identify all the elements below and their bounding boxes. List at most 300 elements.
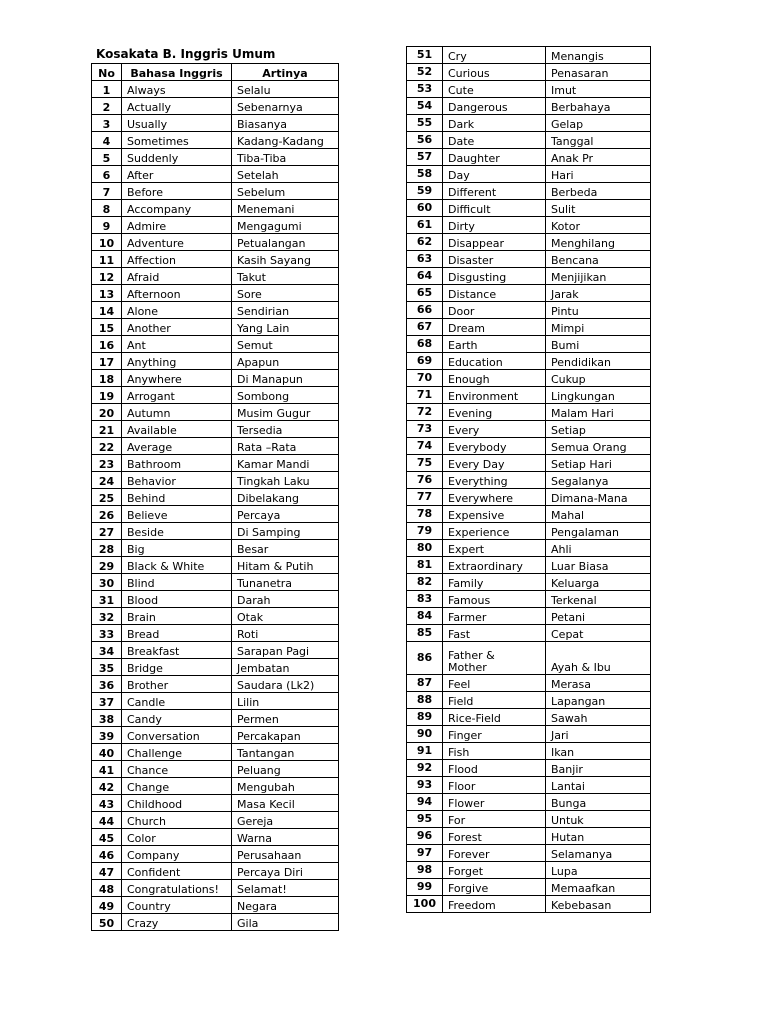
row-number-text: 21 — [98, 424, 115, 437]
indonesian-meaning — [232, 438, 339, 455]
row-number-text: 36 — [98, 679, 115, 692]
indonesian-meaning-text: Semut — [237, 339, 273, 352]
table-row — [407, 166, 651, 183]
indonesian-meaning-text: Musim Gugur — [237, 407, 311, 420]
english-word-text: Average — [127, 441, 173, 454]
row-number — [92, 557, 122, 574]
indonesian-meaning — [232, 591, 339, 608]
row-number — [92, 710, 122, 727]
english-word-text: Blind — [127, 577, 155, 590]
row-number — [407, 692, 443, 709]
table-row — [407, 726, 651, 743]
english-word — [122, 591, 232, 608]
row-number — [407, 625, 443, 642]
indonesian-meaning-text: Tiba-Tiba — [237, 152, 287, 165]
english-word-text: Bread — [127, 628, 160, 641]
indonesian-meaning — [546, 302, 651, 319]
row-number — [92, 540, 122, 557]
table-row — [92, 523, 339, 540]
table-row — [92, 727, 339, 744]
english-word — [443, 709, 546, 726]
english-word-text: Actually — [127, 101, 172, 114]
page-title: Kosakata B. Inggris Umum — [96, 47, 276, 61]
english-word — [443, 353, 546, 370]
indonesian-meaning — [232, 234, 339, 251]
row-number — [92, 795, 122, 812]
english-word-text: Father & Mother — [448, 649, 495, 674]
indonesian-meaning-text: Takut — [237, 271, 266, 284]
row-number — [92, 914, 122, 931]
row-number — [407, 81, 443, 98]
indonesian-meaning — [232, 897, 339, 914]
row-number-text: 86 — [416, 651, 433, 664]
indonesian-meaning-text: Memaafkan — [551, 882, 616, 895]
row-number-text: 84 — [416, 609, 433, 622]
english-word-text: Forever — [448, 848, 490, 861]
indonesian-meaning-text: Jarak — [551, 288, 579, 301]
row-number — [407, 217, 443, 234]
indonesian-meaning-text: Setiap — [551, 424, 586, 437]
table-row — [407, 285, 651, 302]
table-row — [92, 81, 339, 98]
indonesian-meaning — [546, 625, 651, 642]
english-word — [443, 455, 546, 472]
row-number — [92, 455, 122, 472]
table-row — [92, 744, 339, 761]
row-number-text: 28 — [98, 543, 115, 556]
indonesian-meaning-text: Bumi — [551, 339, 580, 352]
english-word — [122, 132, 232, 149]
row-number — [92, 302, 122, 319]
row-number — [407, 709, 443, 726]
english-word — [443, 370, 546, 387]
indonesian-meaning-text: Malam Hari — [551, 407, 614, 420]
row-number-text: 71 — [416, 388, 433, 401]
indonesian-meaning-text: Lupa — [551, 865, 578, 878]
indonesian-meaning-text: Selamanya — [551, 848, 613, 861]
indonesian-meaning — [546, 540, 651, 557]
indonesian-meaning — [232, 421, 339, 438]
header-english: Bahasa Inggris — [122, 64, 232, 81]
row-number — [407, 285, 443, 302]
indonesian-meaning-text: Sebenarnya — [237, 101, 303, 114]
indonesian-meaning — [546, 370, 651, 387]
indonesian-meaning — [232, 727, 339, 744]
english-word — [443, 489, 546, 506]
english-word — [443, 98, 546, 115]
row-number-text: 82 — [416, 575, 433, 588]
english-word — [443, 217, 546, 234]
indonesian-meaning — [232, 98, 339, 115]
indonesian-meaning — [546, 760, 651, 777]
english-word — [443, 302, 546, 319]
row-number — [92, 659, 122, 676]
row-number — [407, 743, 443, 760]
row-number — [92, 319, 122, 336]
row-number — [92, 336, 122, 353]
english-word-text: Distance — [448, 288, 497, 301]
english-word — [443, 811, 546, 828]
row-number-text: 56 — [416, 133, 433, 146]
row-number — [92, 234, 122, 251]
indonesian-meaning — [546, 268, 651, 285]
row-number-text: 24 — [98, 475, 115, 488]
english-word — [443, 506, 546, 523]
indonesian-meaning — [232, 302, 339, 319]
indonesian-meaning-text: Banjir — [551, 763, 583, 776]
indonesian-meaning — [232, 846, 339, 863]
row-number-text: 26 — [98, 509, 115, 522]
english-word — [122, 98, 232, 115]
english-word-text: Adventure — [127, 237, 184, 250]
indonesian-meaning — [546, 523, 651, 540]
english-word-text: Dark — [448, 118, 475, 131]
english-word — [122, 319, 232, 336]
indonesian-meaning-text: Cepat — [551, 628, 584, 641]
indonesian-meaning — [232, 744, 339, 761]
indonesian-meaning — [232, 251, 339, 268]
table-row — [92, 319, 339, 336]
row-number — [92, 863, 122, 880]
table-row — [92, 863, 339, 880]
indonesian-meaning — [232, 608, 339, 625]
table-row — [407, 64, 651, 81]
english-word-text: Everything — [448, 475, 508, 488]
indonesian-meaning — [546, 726, 651, 743]
indonesian-meaning-text: Gila — [237, 917, 259, 930]
english-word — [122, 574, 232, 591]
row-number-text: 14 — [98, 305, 115, 318]
row-number — [92, 761, 122, 778]
english-word-text: Forest — [448, 831, 482, 844]
row-number — [407, 438, 443, 455]
row-number — [92, 778, 122, 795]
row-number — [407, 200, 443, 217]
row-number-text: 99 — [416, 880, 433, 893]
table-row — [407, 98, 651, 115]
table-row — [407, 302, 651, 319]
indonesian-meaning — [232, 778, 339, 795]
row-number — [407, 98, 443, 115]
indonesian-meaning — [546, 862, 651, 879]
english-word — [122, 897, 232, 914]
row-number-text: 51 — [416, 48, 433, 61]
row-number — [92, 676, 122, 693]
indonesian-meaning-text: Merasa — [551, 678, 591, 691]
english-word — [443, 200, 546, 217]
row-number — [407, 845, 443, 862]
indonesian-meaning — [546, 98, 651, 115]
row-number-text: 68 — [416, 337, 433, 350]
indonesian-meaning-text: Lapangan — [551, 695, 606, 708]
english-word-text: Dream — [448, 322, 485, 335]
row-number-text: 22 — [98, 441, 115, 454]
english-word-text: Challenge — [127, 747, 182, 760]
indonesian-meaning — [546, 675, 651, 692]
english-word — [443, 896, 546, 913]
row-number — [92, 642, 122, 659]
row-number — [407, 828, 443, 845]
table-row — [92, 353, 339, 370]
english-word-text: Conversation — [127, 730, 200, 743]
english-word-text: Admire — [127, 220, 167, 233]
table-row — [407, 455, 651, 472]
indonesian-meaning-text: Bunga — [551, 797, 587, 810]
row-number — [407, 879, 443, 896]
row-number-text: 4 — [102, 135, 111, 148]
row-number-text: 76 — [416, 473, 433, 486]
row-number-text: 10 — [98, 237, 115, 250]
table-row — [92, 659, 339, 676]
row-number — [407, 489, 443, 506]
table-row — [407, 845, 651, 862]
table-row — [92, 676, 339, 693]
english-word — [443, 234, 546, 251]
table-row — [92, 183, 339, 200]
indonesian-meaning-text: Lilin — [237, 696, 260, 709]
row-number — [407, 642, 443, 675]
row-number — [407, 421, 443, 438]
indonesian-meaning-text: Semua Orang — [551, 441, 627, 454]
row-number-text: 8 — [102, 203, 111, 216]
english-word — [122, 795, 232, 812]
row-number-text: 67 — [416, 320, 433, 333]
english-word-text: Floor — [448, 780, 476, 793]
english-word — [122, 710, 232, 727]
english-word-text: For — [448, 814, 466, 827]
english-word — [122, 829, 232, 846]
english-word — [122, 846, 232, 863]
indonesian-meaning-text: Cukup — [551, 373, 586, 386]
indonesian-meaning — [232, 710, 339, 727]
english-word — [122, 200, 232, 217]
english-word-text: Dangerous — [448, 101, 508, 114]
english-word — [122, 81, 232, 98]
english-word-text: Before — [127, 186, 163, 199]
indonesian-meaning — [232, 659, 339, 676]
english-word-text: Bridge — [127, 662, 163, 675]
row-number-text: 33 — [98, 628, 115, 641]
row-number-text: 23 — [98, 458, 115, 471]
indonesian-meaning-text: Imut — [551, 84, 577, 97]
row-number — [92, 880, 122, 897]
table-row — [407, 387, 651, 404]
row-number — [407, 760, 443, 777]
table-row — [92, 234, 339, 251]
row-number-text: 60 — [416, 201, 433, 214]
table-row — [407, 81, 651, 98]
table-row — [407, 47, 651, 64]
indonesian-meaning — [546, 879, 651, 896]
table-row — [92, 251, 339, 268]
indonesian-meaning-text: Pintu — [551, 305, 579, 318]
row-number-text: 98 — [416, 863, 433, 876]
row-number — [92, 846, 122, 863]
english-word — [443, 642, 546, 675]
english-word-text: Experience — [448, 526, 510, 539]
indonesian-meaning-text: Kadang-Kadang — [237, 135, 324, 148]
indonesian-meaning-text: Untuk — [551, 814, 584, 827]
indonesian-meaning-text: Kotor — [551, 220, 580, 233]
indonesian-meaning-text: Sulit — [551, 203, 576, 216]
table-row — [407, 625, 651, 642]
table-row — [407, 591, 651, 608]
indonesian-meaning — [546, 336, 651, 353]
indonesian-meaning — [546, 692, 651, 709]
table-row — [92, 455, 339, 472]
row-number — [92, 200, 122, 217]
indonesian-meaning-text: Masa Kecil — [237, 798, 295, 811]
row-number-text: 30 — [98, 577, 115, 590]
indonesian-meaning-text: Gereja — [237, 815, 274, 828]
indonesian-meaning-text: Segalanya — [551, 475, 609, 488]
indonesian-meaning-text: Kamar Mandi — [237, 458, 310, 471]
table-row — [92, 540, 339, 557]
english-word — [122, 727, 232, 744]
english-word — [122, 370, 232, 387]
indonesian-meaning — [232, 693, 339, 710]
indonesian-meaning-text: Rata –Rata — [237, 441, 297, 454]
row-number-text: 95 — [416, 812, 433, 825]
indonesian-meaning — [546, 387, 651, 404]
row-number-text: 96 — [416, 829, 433, 842]
row-number — [92, 727, 122, 744]
indonesian-meaning — [546, 234, 651, 251]
row-number — [407, 591, 443, 608]
indonesian-meaning — [546, 285, 651, 302]
indonesian-meaning-text: Percaya — [237, 509, 281, 522]
row-number-text: 54 — [416, 99, 433, 112]
table-row — [92, 115, 339, 132]
english-word — [122, 693, 232, 710]
row-number-text: 46 — [98, 849, 115, 862]
english-word — [122, 880, 232, 897]
row-number — [407, 370, 443, 387]
row-number-text: 58 — [416, 167, 433, 180]
indonesian-meaning — [546, 319, 651, 336]
english-word — [443, 166, 546, 183]
row-number — [407, 268, 443, 285]
indonesian-meaning-text: Biasanya — [237, 118, 288, 131]
row-number — [92, 421, 122, 438]
table-row — [92, 149, 339, 166]
row-number — [407, 251, 443, 268]
indonesian-meaning-text: Pendidikan — [551, 356, 611, 369]
indonesian-meaning-text: Menemani — [237, 203, 295, 216]
header-meaning: Artinya — [232, 64, 339, 81]
english-word-text: Education — [448, 356, 503, 369]
row-number — [92, 693, 122, 710]
table-row — [92, 846, 339, 863]
table-row — [407, 692, 651, 709]
table-row — [407, 183, 651, 200]
table-row — [407, 574, 651, 591]
english-word-text: Field — [448, 695, 474, 708]
row-number — [407, 64, 443, 81]
table-row — [407, 438, 651, 455]
english-word — [122, 387, 232, 404]
indonesian-meaning-text: Mengubah — [237, 781, 295, 794]
indonesian-meaning-text: Ikan — [551, 746, 575, 759]
english-word — [443, 47, 546, 64]
row-number — [407, 115, 443, 132]
row-number — [407, 472, 443, 489]
indonesian-meaning — [232, 863, 339, 880]
table-row — [92, 200, 339, 217]
table-row — [407, 743, 651, 760]
english-word-text: Candle — [127, 696, 166, 709]
table-row — [407, 557, 651, 574]
row-number — [92, 115, 122, 132]
indonesian-meaning-text: Yang Lain — [237, 322, 290, 335]
row-number — [407, 574, 443, 591]
row-number-text: 6 — [102, 169, 111, 182]
table-row — [407, 200, 651, 217]
table-row — [407, 353, 651, 370]
row-number-text: 63 — [416, 252, 433, 265]
indonesian-meaning-text: Tanggal — [551, 135, 594, 148]
indonesian-meaning — [546, 455, 651, 472]
row-number-text: 72 — [416, 405, 433, 418]
english-word-text: Day — [448, 169, 470, 182]
indonesian-meaning-text: Keluarga — [551, 577, 600, 590]
row-number-text: 32 — [98, 611, 115, 624]
indonesian-meaning-text: Menangis — [551, 50, 604, 63]
row-number — [407, 794, 443, 811]
english-word — [122, 404, 232, 421]
english-word — [122, 778, 232, 795]
indonesian-meaning — [232, 914, 339, 931]
english-word — [122, 557, 232, 574]
indonesian-meaning — [546, 183, 651, 200]
row-number-text: 17 — [98, 356, 115, 369]
indonesian-meaning — [546, 574, 651, 591]
indonesian-meaning-text: Hari — [551, 169, 574, 182]
english-word — [122, 676, 232, 693]
english-word — [443, 387, 546, 404]
english-word — [122, 353, 232, 370]
table-row — [407, 336, 651, 353]
table-row — [92, 98, 339, 115]
table-row — [407, 506, 651, 523]
indonesian-meaning — [232, 812, 339, 829]
english-word — [443, 557, 546, 574]
indonesian-meaning-text: Di Manapun — [237, 373, 303, 386]
english-word-text: Country — [127, 900, 171, 913]
english-word-text: Always — [127, 84, 166, 97]
row-number — [92, 353, 122, 370]
english-word-text: Big — [127, 543, 145, 556]
indonesian-meaning — [232, 370, 339, 387]
english-word — [122, 217, 232, 234]
table-row — [92, 404, 339, 421]
english-word — [122, 302, 232, 319]
english-word — [122, 183, 232, 200]
table-row — [407, 404, 651, 421]
english-word-text: Family — [448, 577, 484, 590]
table-row — [92, 693, 339, 710]
row-number — [92, 404, 122, 421]
table-row — [92, 897, 339, 914]
indonesian-meaning — [546, 743, 651, 760]
indonesian-meaning — [546, 200, 651, 217]
row-number — [92, 183, 122, 200]
indonesian-meaning-text: Roti — [237, 628, 259, 641]
indonesian-meaning-text: Selamat! — [237, 883, 287, 896]
table-row — [407, 268, 651, 285]
table-row — [407, 760, 651, 777]
row-number-text: 81 — [416, 558, 433, 571]
